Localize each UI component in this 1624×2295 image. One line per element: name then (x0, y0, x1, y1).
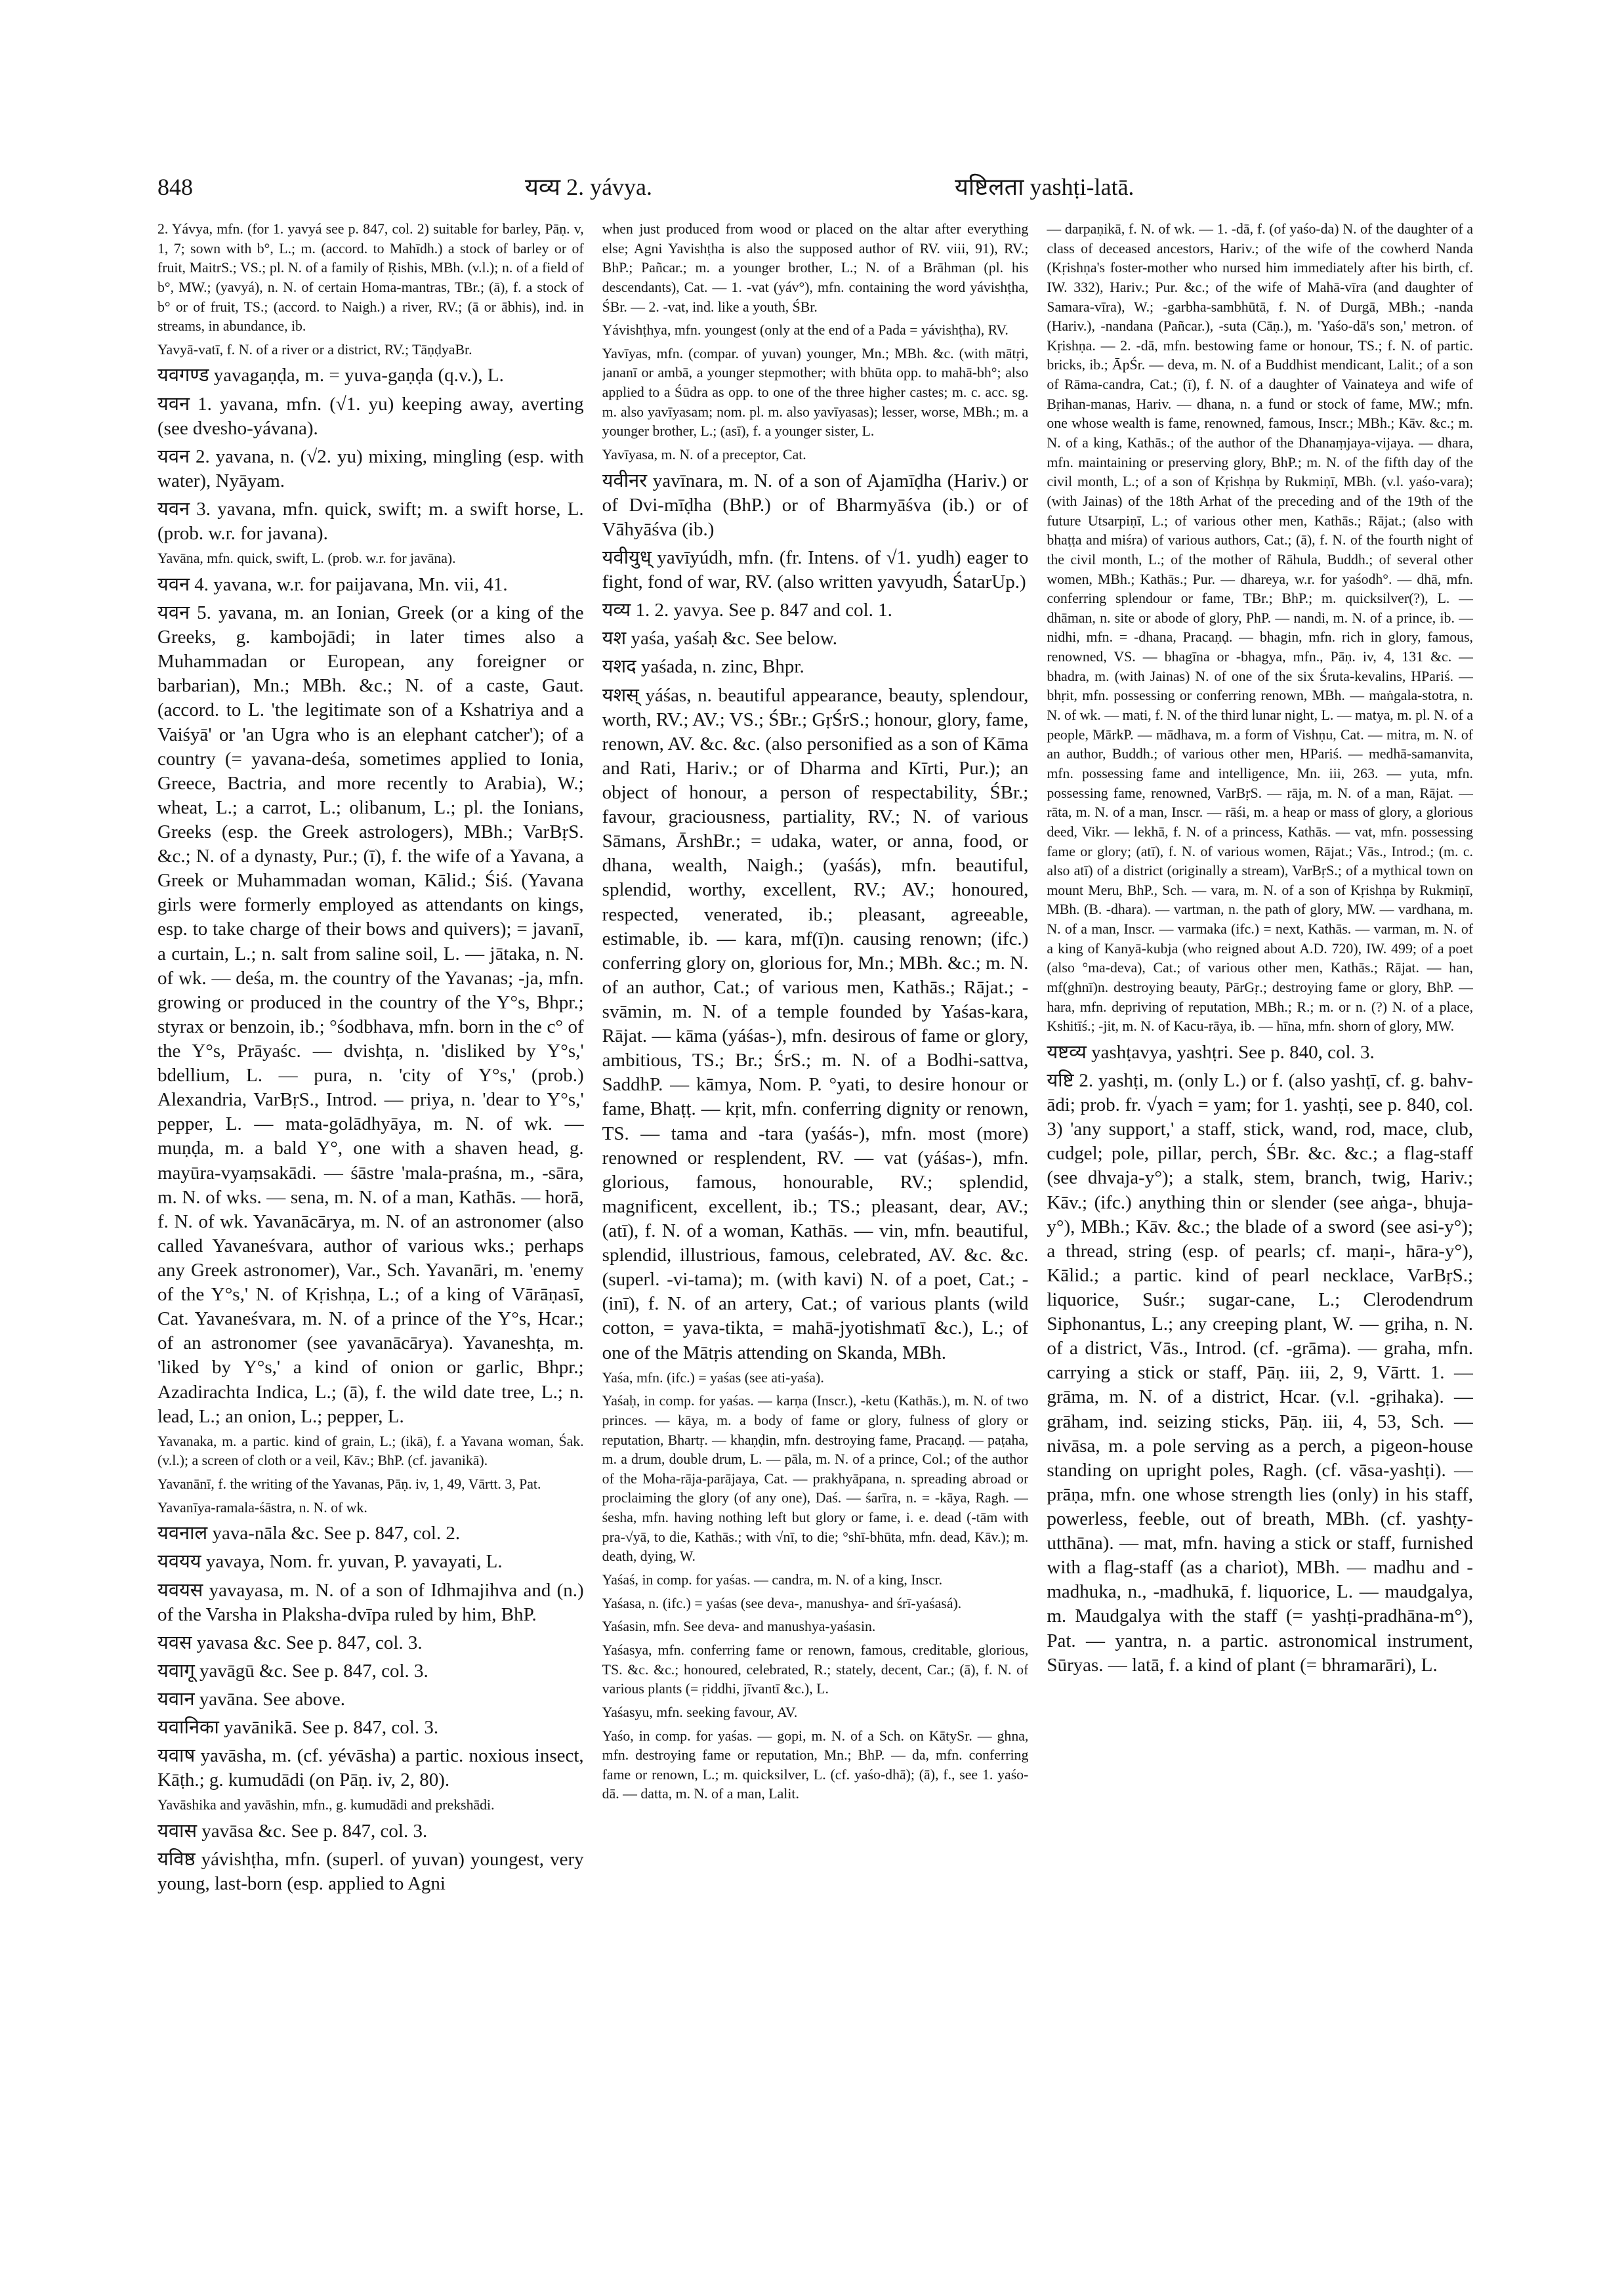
dictionary-entry: Yaśasin, mfn. See deva- and manushya-yaśasin. (602, 1619, 876, 1635)
dictionary-entry: यश yaśa, yaśaḥ &c. See below. (602, 628, 838, 650)
dictionary-entry: Yaśasya, mfn. conferring fame or renown, famous, creditable, glorious, TS. &c. &c.; honoured, celebrated, R.; stately, decent, Car.; (ā), f. N. of various plants (= ṛiddhi, jīvantī &c.), L. (602, 1642, 1029, 1697)
dictionary-entry: Yavāna, mfn. quick, swift, L. (prob. w.r. for javāna). (157, 550, 456, 567)
dictionary-entry: यवास yavāsa &c. See p. 847, col. 3. (157, 1821, 428, 1842)
dictionary-entry: Yavanānī, f. the writing of the Yavanas, Pāṇ. iv, 1, 49, Vārtt. 3, Pat. (157, 1476, 541, 1492)
dictionary-entry: Yavāshika and yavāshin, mfn., g. kumudādi and prekshādi. (157, 1797, 495, 1813)
dictionary-entry: Yaśaḥ, in comp. for yaśas. — karṇa (Inscr.), -ketu (Kathās.), m. N. of two princes. — kāya, m. a body of fame or glory, fulness of glory or reputation, Bhartṛ. — khaṇḍin, mfn. destroying fame, Pracaṇḍ. — paṭaha, m. a drum, double drum, L. — pāla, m. N. of a prince, Col.; of the author of the Moha-rāja-parājaya, Cat. — prakhyāpana, n. spreading abroad or proclaiming the glory (of any one), Daś. — śarīra, n. = -kāya, Ragh. — śesha, mfn. having nothing left but glory or fame, i. e. dead (-tām with pra-√yā, to die, Kathās.; with √nī, to die; °shī-bhūta, mfn. dead, Kāv.); m. death, dying, W. (602, 1393, 1029, 1565)
dictionary-entry: Yaśa, mfn. (ifc.) = yaśas (see ati-yaśa). (602, 1369, 824, 1386)
dictionary-entry: यवयय yavaya, Nom. fr. yuvan, P. yavayati, L. (157, 1551, 503, 1573)
dictionary-entry: यवयस yavayasa, m. N. of a son of Idhmajihva and (n.) of the Varsha in Plaksha-dvīpa ruled by him, BhP. (157, 1579, 584, 1625)
dictionary-entry: Yavanaka, m. a partic. kind of grain, L.; (ikā), f. a Yavana woman, Śak. (v.l.); a screen of cloth or a veil, Kāv.; BhP. (cf. javanikā). (157, 1433, 584, 1469)
dictionary-entry: यवनाल yava-nāla &c. See p. 847, col. 2. (157, 1523, 461, 1544)
dictionary-entry: यवाष yavāsha, m. (cf. yévāsha) a partic. noxious insect, Kāṭh.; g. kumudādi (on Pāṇ. iv, 2, 80). (157, 1745, 584, 1791)
dictionary-entry: यवन 1. yavana, mfn. (√1. yu) keeping away, averting (see dvesho-yávana). (157, 393, 584, 439)
dictionary-entry: यवन 4. yavana, w.r. for paijavana, Mn. vii, 41. (157, 573, 508, 595)
dictionary-entry: यष्टि 2. yashṭi, m. (only L.) or f. (also yashṭī, cf. g. bahv-ādi; prob. fr. √yach = yam; for 1. yashṭi, see p. 840, col. 3) 'any support,' a staff, stick, wand, rod, mace, club, cudgel; pole, pillar, perch, ŚBr. &c. &c.; a flag-staff (see dhvaja-y°); a stalk, stem, branch, twig, Hariv.; Kāv.; (ifc.) anything thin or slender (see aṅga-, bhuja-y°), MBh.; Kāv. &c.; the blade of a sword (see asi-y°); a thread, string (esp. of pearls; cf. maṇi-, hāra-y°), Kālid.; a partic. kind of pearl necklace, VarBṛS.; liquorice, Suśr.; sugar-cane, L.; Clerodendrum Siphonantus, L.; any creeping plant, W. — gṛiha, n. N. of a district, Vās., Introd. (cf. -grāma). — graha, mfn. carrying a stick or staff, Pāṇ. iii, 2, 9, Vārtt. 1. — grāma, m. N. of a district, Hcar. (v.l. -gṛihaka). — grāham, ind. seizing sticks, Pāṇ. iii, 4, 53, Sch. — nivāsa, m. a pole serving as a perch, a pigeon-house standing on upright poles, Ragh. (cf. vāsa-yashṭi). — prāṇa, mfn. one whose strength lies (only) in his staff, powerless, feeble, out of breath, MBh. (cf. yashṭy-utthāna). — mat, mfn. having a stick or staff, furnished with a flag-staff (as a chariot), MBh. — madhu and -madhuka, n., -madhukā, f. liquorice, L. — maudgalya, m. Maudgalya with the staff (= yashṭi-pradhāna-m°), Pat. — yantra, n. a partic. astronomical instrument, Sūryas. — latā, f. a kind of plant (= bhramarāri), L. (1047, 1070, 1474, 1676)
dictionary-entry: यविष्ठ yávishṭha, mfn. (superl. of yuvan) youngest, very young, last-born (esp. applied to Agni (157, 1849, 584, 1895)
running-head-right: यष्टिलता yashṭi-latā. (955, 174, 1135, 200)
dictionary-entry: Yávishṭhya, mfn. youngest (only at the end of a Pada = yávishṭha), RV. (602, 322, 1009, 339)
column-2 (602, 220, 1029, 2241)
dictionary-entry: यवीनर yavīnara, m. N. of a son of Ajamīḍha (Hariv.) or of Dvi-mīḍha (BhP.) or of Bharmyāśva (ib.) or of Vāhyāśva (ib.) (602, 470, 1029, 540)
dictionary-entry: Yaśasa, n. (ifc.) = yaśas (see deva-, manushya- and śrī-yaśasá). (602, 1595, 962, 1611)
dictionary-entry: Yaśasyu, mfn. seeking favour, AV. (602, 1704, 798, 1720)
dictionary-columns (157, 220, 1473, 2241)
dictionary-entry: यवानिका yavānikā. See p. 847, col. 3. (157, 1717, 439, 1739)
dictionary-entry: यशस् yáśas, n. beautiful appearance, beauty, splendour, worth, RV.; AV.; VS.; ŚBr.; GṛŚrS.; honour, glory, fame, renown, AV. &c. &c. (also personified as a son of Kāma and Rati, Hariv.; or of Dharma and Kīrti, Pur.); an object of honour, a person of respectability, ŚBr.; favour, graciousness, partiality, RV.; N. of various Sāmans, ĀrshBr.; = udaka, water, or anna, food, or dhana, wealth, Naigh.; (yaśás), mfn. beautiful, splendid, worthy, excellent, RV.; AV.; honoured, respected, venerated, ib.; pleasant, agreeable, estimable, ib. — kara, mf(ī)n. causing renown; (ifc.) conferring glory on, glorious for, Mn.; MBh. &c.; m. N. of an author, Cat.; of various men, Kathās.; Rājat.; -svāmin, m. N. of a temple founded by Yaśas-kara, Rājat. — kāma (yáśas-), mfn. desirous of fame or glory, ambitious, TS.; Br.; ŚrS.; m. N. of a Bodhi-sattva, SaddhP. — kāmya, Nom. P. °yati, to desire honour or fame, Bhaṭṭ. — kṛit, mfn. conferring dignity or renown, TS. — tama and -tara (yaśás-), mfn. most (more) renowned or resplendent, RV. — vat (yáśas-), mfn. glorious, famous, honourable, RV.; splendid, magnificent, excellent, ib.; TS.; pleasant, dear, AV.; (atī), f. N. of a woman, Kathās. — vin, mfn. beautiful, splendid, illustrious, famous, celebrated, AV. &c. &c. (superl. -vi-tama); m. (with kavi) N. of a poet, Cat.; -(inī), f. N. of an artery, Cat.; of various plants (wild cotton, = yava-tikta, = mahā-jyotishmatī &c.), L.; of one of the Mātṛis attending on Skanda, MBh. (602, 684, 1029, 1363)
dictionary-entry: Yaśo, in comp. for yaśas. — gopi, m. N. of a Sch. on KātySr. — ghna, mfn. destroying fame or reputation, Mn.; BhP. — da, mfn. conferring fame or renown, L.; m. quicksilver, L. (cf. yaśo-dhā); (ā), f., see 1. yaśo-dā. — datta, m. N. of a man, Lalit. (602, 1727, 1029, 1802)
page-number: 848 (157, 174, 193, 200)
dictionary-entry: यशद yaśada, n. zinc, Bhpr. (602, 656, 804, 678)
dictionary-entry: यवागू yavāgū &c. See p. 847, col. 3. (157, 1660, 428, 1682)
dictionary-entry: यवन 2. yavana, n. (√2. yu) mixing, mingling (esp. with water), Nyāyam. (157, 445, 584, 491)
dictionary-entry: — darpaṇikā, f. N. of wk. — 1. -dā, f. (of yaśo-da) N. of the daughter of a class of deceased ancestors, Hariv.; of the wife of the cowherd Nanda (Kṛishṇa's foster-mother who nursed him immediately after his birth, cf. IW. 332), Hariv.; Pur. &c.; of the wife of Mahā-vīra (and daughter of Samara-vīra), W.; -garbha-sambhūtā, f. N. of Durgā, MBh.; -nanda (Hariv.), -nandana (Pañcar.), -suta (Cāṇ.), m. 'Yaśo-dā's son,' metron. of Kṛishṇa. — 2. -dā, mfn. bestowing fame or honour, TS.; f. N. of partic. bricks, ib.; ĀpŚr. — deva, m. N. of a Buddhist mendicant, Lalit.; of a son of Rāma-candra, Cat.; (ī), f. N. of a daughter of Vainateya and wife of Bṛihan-manas, Hariv. — dhana, n. a fund or stock of fame, MW.; mfn. one whose wealth is fame, renowned, famous, Inscr.; MBh.; Kāv. &c.; m. N. of a king, Kathās.; of the author of the Dhanaṃjaya-vijaya. — dhara, mfn. maintaining or preserving glory, BhP.; m. N. of the fifth day of the civil month, L.; of a son of Kṛishṇa by Rukmiṇī, MBh. (v.l. yaśo-vara); (with Jainas) of the 18th Arhat of the preceding and of the 19th of the future Utsarpiṇī, L.; of various other men, Kathās.; Rājat.; (also with bhaṭṭa and miśra) of various authors, Cat.; (ā), f. N. of the fourth night of the civil month, L.; of the mother of Rāhula, Buddh.; of several other women, MBh.; Kathās.; Pur. — dhareya, w.r. for yaśodh°. — dhā, mfn. conferring splendour or fame, TBr.; BhP.; m. quicksilver(?), L. — dhāman, n. site or abode of glory, PhP. — nandi, m. N. of a prince, ib. — nidhi, mfn. = -dhana, Pracaṇḍ. — bhagin, mfn. rich in glory, famous, renowned, VS. — bhagīna or -bhagya, mfn., Pāṇ. iv, 4, 131 &c. — bhadra, m. (with Jainas) N. of one of the six Śruta-kevalins, HPariś. — bhṛit, mfn. possessing or conferring renown, MBh. — maṅgala-stotra, n. N. of wk. — mati, f. N. of the third lunar night, L. — matya, m. pl. N. of a people, MārkP. — mādhava, m. a form of Vishṇu, Cat. — mitra, m. N. of an author, Buddh.; of various other men, HPariś. — medhā-samanvita, mfn. possessing fame and intelligence, Mn. iii, 263. — yuta, mfn. possessing fame, renowned, VarBṛS. — rāja, m. N. of a man, Rājat. — rāta, m. N. of a man, Inscr. — rāśi, m. a heap or mass of glory, a glorious deed, Vikr. — lekhā, f. N. of a princess, Kathās. — vat, mfn. possessing fame or glory; (atī), f. N. of various women, Rājat.; Vās., Introd.; (m. c. also atī) of a district (originally a stream), VarBṛS.; of a mythical town on mount Meru, BhP., Sch. — vara, m. N. of a son of Kṛishṇa by Rukmiṇī, MBh. (B. -dhara). — vartman, n. the path of glory, MW. — vardhana, m. N. of a man, Inscr. — varmaka (ifc.) = next, Kathās. — varman, m. N. of a king of Kanyā-kubja (who reigned about A.D. 720), IW. 499; of a poet (also °ma-deva), Cat.; of various other men, Kathās.; Rājat. — han, mf(ghnī)n. destroying beauty, PārGṛ.; destroying fame or glory, BhP. — hara, mfn. depriving of reputation, MBh.; R.; m. or n. (?) N. of a place, Kshitīś.; -jit, m. N. of Kacu-rāya, ib. — hīna, mfn. shorn of glory, MW. (1047, 221, 1474, 1035)
dictionary-entry: यवन 3. yavana, mfn. quick, swift; m. a swift horse, L. (prob. w.r. for javana). (157, 499, 584, 545)
dictionary-entry: यवस yavasa &c. See p. 847, col. 3. (157, 1632, 423, 1653)
dictionary-entry: 2. Yávya, mfn. (for 1. yavyá see p. 847, col. 2) suitable for barley, Pāṇ. v, 1, 7; sown with b°, L.; m. (accord. to Mahīdh.) a stock of barley or of fruit, MaitrS.; VS.; pl. N. of a family of Ṛishis, MBh. (v.l.); n. of a field of b°, MW.; (yavyá), n. N. of certain Homa-mantras, TBr.; (ā), f. a stock of b° or of fruit, TS.; (accord. to Naigh.) a river, RV.; (ā or ābhis), ind. in streams, in abundance, ib. (157, 221, 584, 335)
column-1 (157, 220, 584, 2241)
dictionary-entry: Yavyā-vatī, f. N. of a river or a district, RV.; TāṇḍyaBr. (157, 341, 472, 358)
dictionary-entry: यवगण्ड yavagaṇḍa, m. = yuva-gaṇḍa (q.v.), L. (157, 365, 504, 386)
dictionary-entry: यष्टव्य yashṭavya, yashṭri. See p. 840, col. 3. (1047, 1041, 1375, 1063)
dictionary-entry: यवान yavāna. See above. (157, 1688, 346, 1710)
running-head-left: यव्य 2. yávya. (525, 174, 653, 200)
dictionary-entry: Yavīyasa, m. N. of a preceptor, Cat. (602, 447, 806, 463)
dictionary-entry: Yavanīya-ramala-śāstra, n. N. of wk. (157, 1499, 367, 1516)
dictionary-entry: Yaśaś, in comp. for yaśas. — candra, m. N. of a king, Inscr. (602, 1572, 943, 1588)
column-3 (1047, 220, 1473, 2241)
dictionary-entry: यवीयुध् yavīyúdh, mfn. (fr. Intens. of √1. yudh) eager to fight, fond of war, RV. (also written yavyudh, ŚatarUp.) (602, 547, 1029, 593)
dictionary-entry: यव्य 1. 2. yavya. See p. 847 and col. 1. (602, 600, 892, 621)
dictionary-entry: when just produced from wood or placed on the altar after everything else; Agni Yavishṭha is also the supposed author of RV. viii, 91), RV.; BhP.; Pañcar.; m. a younger brother, L.; N. of a Brāhman (pl. his descendants), Cat. — 1. -vat (yáv°), mfn. containing the word yávishṭha, ŚBr. — 2. -vat, ind. like a youth, ŚBr. (602, 221, 1029, 315)
dictionary-entry: Yavīyas, mfn. (compar. of yuvan) younger, Mn.; MBh. &c. (with mātṛi, jananī or ambā, a younger stepmother; with bhūta opp. to mahā-bh°; also applied to a Śūdra as opp. to one of the three higher castes; m. c. acc. sg. m. also yavīyasam; nom. pl. m. also yavīyasas); lesser, worse, MBh.; m. a younger brother, L.; (asī), f. a younger sister, L. (602, 345, 1029, 440)
dictionary-entry: यवन 5. yavana, m. an Ionian, Greek (or a king of the Greeks, g. kambojādi; in later times also a Muhammadan or European, any foreigner or barbarian), Mn.; MBh. &c.; N. of a caste, Gaut. (accord. to L. 'the legitimate son of a Kshatriya and a Vaiśyā' or 'an Ugra who is an elephant catcher'); of a country (= yavana-deśa, sometimes applied to Ionia, Greece, Bactria, and more recently to Arabia), W.; wheat, L.; a carrot, L.; olibanum, L.; pl. the Ionians, Greeks (esp. the Greek astrologers), MBh.; VarBṛS. &c.; N. of a dynasty, Pur.; (ī), f. the wife of a Yavana, a Greek or Muhammadan woman, Kālid.; Śiś. (Yavana girls were formerly employed as attendants on kings, esp. to take charge of their bows and quivers); = javanī, a curtain, L.; n. salt from saline soil, L. — jātaka, n. N. of wk. — deśa, m. the country of the Yavanas; -ja, mfn. growing or produced in the country of the Y°s, Bhpr.; styrax or benzoin, ib.; °śodbhava, mfn. born in the c° of the Y°s, Prāyaśc. — dvishṭa, n. 'disliked by Y°s,' bdellium, L. — pura, n. 'city of Y°s,' (prob.) Alexandria, VarBṛS., Introd. — priya, n. 'dear to Y°s,' pepper, L. — mata-golādhyāya, m. N. of wk. — muṇḍa, m. a bald Y°, one with a shaven head, g. mayūra-vyaṃsakādi. — śāstre 'mala-praśna, m., -sāra, m. N. of wks. — sena, m. N. of a man, Kathās. — horā, f. N. of wk. Yavanācārya, m. N. of an astronomer (also called Yavaneśvara, author of various wks.; perhaps any Greek astronomer), Var., Sch. Yavanāri, m. 'enemy of the Y°s,' N. of Kṛishṇa, L.; of a king of Vārāṇasī, Cat. Yavaneśvara, m. N. of a prince of the Y°s, Hcar.; of an astronomer (see yavanācārya). Yavaneshṭa, m. 'liked by Y°s,' a kind of onion or garlic, Bhpr.; Azadirachta Indica, L.; (ā), f. the wild date tree, L.; n. lead, L.; an onion, L.; pepper, L. (157, 602, 584, 1427)
page-header (157, 167, 1473, 209)
